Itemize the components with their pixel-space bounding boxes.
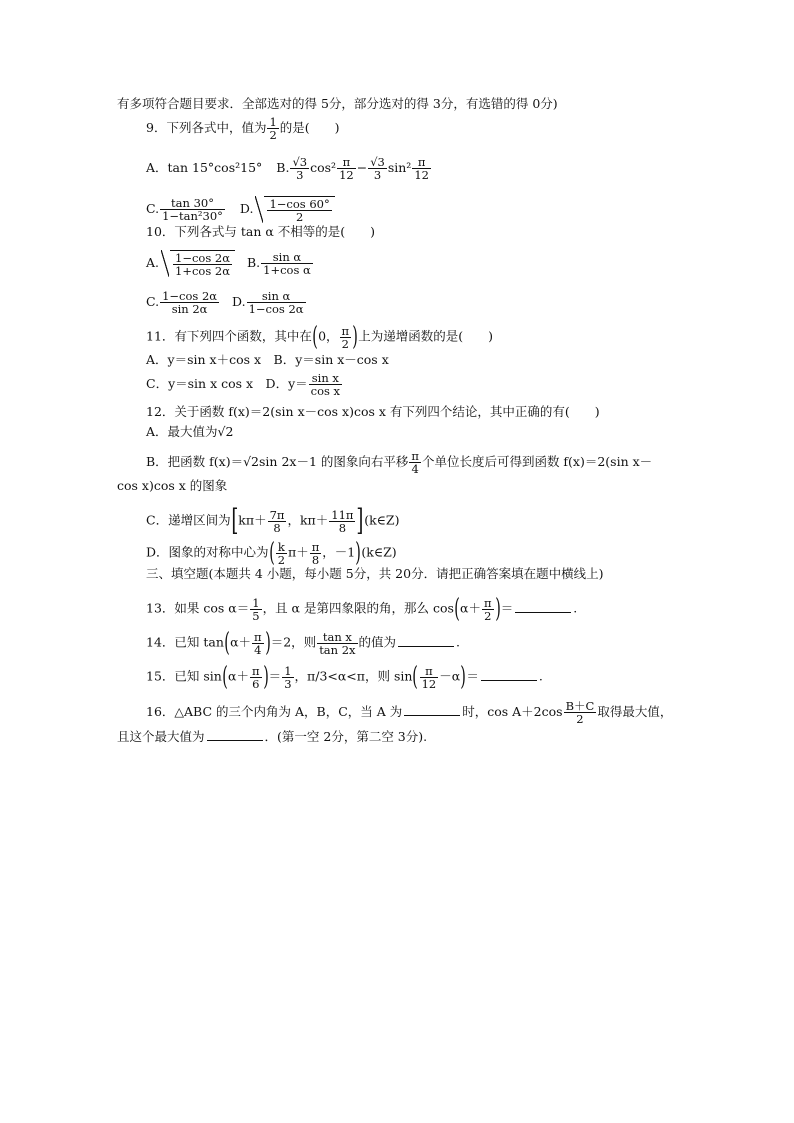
q12-option-a: A．最大值为√2	[146, 424, 234, 439]
q12-option-c: C．递增区间为[kπ＋ $\frac{7\pi}{8}$ ，kπ＋ $\frac{11\pi}{8}$ ](k∈Z)	[146, 503, 400, 538]
q9-option-b: B. $\frac{√3}{3}$ cos² $\frac{\pi}{12}$ − $\frac{√3}{3}$ sin² $\frac{\pi}{12}$	[276, 155, 429, 182]
q9-options-ab	[146, 156, 432, 181]
question-13: 13．如果 cos α＝ $\frac{1}{5}$ ，且 α 是第四象限的角，那么 cos(α＋ $\frac{\pi}{2}$ )＝ .	[146, 594, 578, 624]
q10-option-a: A. $\frac{1-\cos 2\alpha}{1+\cos 2\alpha}$	[146, 255, 235, 270]
question-10: 10．下列各式与 tan α 不相等的是( )	[146, 224, 376, 239]
q11-options-ab: A．y＝sin x＋cos x B．y＝sin x－cos x	[146, 352, 389, 367]
question-16: 16．△ABC 的三个内角为 A，B，C，当 A 为 时，cos A＋2cos $\frac{B+C}{2}$ 取得最大值，	[146, 699, 673, 726]
question-16-line2: 且这个最大值为 ．(第一空 2分，第二空 3分).	[117, 729, 428, 744]
question-15: 15．已知 sin(α＋ $\frac{\pi}{6}$ )＝ $\frac{1}{3}$ ，π/3<α<π，则 sin( $\frac{\pi}{12}$ －α)＝ .	[146, 662, 543, 692]
q10-options-ab	[146, 250, 314, 277]
q13-answer-blank[interactable]	[515, 600, 571, 613]
q12-option-b-line2: cos x)cos x 的图象	[117, 478, 228, 493]
question-12: 12．关于函数 f(x)＝2(sin x－cos x)cos x 有下列四个结论，其中正确的有( )	[146, 404, 600, 419]
q11-options-cd: C．y＝sin x cos x D．y＝ $\frac{\text{sin x}}{\text{cos x}}$	[146, 371, 341, 398]
q9-option-a: A．tan 15°cos²15°	[146, 160, 263, 175]
section-3-heading: 三、填空题(本题共 4 小题，每小题 5分，共 20分．请把正确答案填在题中横线上)	[146, 566, 604, 581]
q12-option-d: D．图象的对称中心为( $\frac{k}{2}$ π＋ $\frac{\pi}{8}$ ，－1)(k∈Z)	[146, 538, 397, 568]
q14-answer-blank[interactable]	[398, 634, 454, 647]
q10-option-b: B. $\frac{\text{sin α}}{\text{1+cos α}}$	[246, 250, 311, 277]
q15-answer-blank[interactable]	[481, 668, 537, 681]
fraction-half: $\frac{1}{2}$	[269, 115, 277, 142]
q10-option-d: D. $\frac{\text{sin α}}{1-\cos 2\alpha}$	[232, 289, 304, 316]
q10-options-cd	[146, 290, 307, 315]
question-14: 14．已知 tan(α＋ $\frac{\pi}{4}$ )＝2，则 $\frac{\text{tan x}}{\tan 2x}$ 的值为 .	[146, 628, 461, 658]
question-9: 9．下列各式中，值为 $\frac{1}{2}$ 的是( )	[146, 115, 340, 142]
q9-option-c: C. $\frac{\tan 30^\circ}{\text{1−tan²30°}}$	[146, 196, 223, 223]
q10-option-c: C. $\frac{1-\cos 2\alpha}{\sin 2\alpha}$	[146, 289, 218, 316]
q9-option-d: D. $\frac{1-\cos 60^\circ}{2}$	[240, 201, 335, 216]
q9-options-cd	[146, 196, 335, 223]
question-11: 11．有下列四个函数，其中在(0， $\frac{\pi}{2}$ )上为递增函数的是( )	[146, 322, 494, 352]
q16-answer-blank-1[interactable]	[404, 703, 460, 716]
q16-answer-blank-2[interactable]	[207, 728, 263, 741]
header-line: 有多项符合题目要求．全部选对的得 5分，部分选对的得 3分，有选错的得 0分)	[117, 96, 558, 111]
q12-option-b-line1: B．把函数 f(x)＝√2sin 2x－1 的图象向右平移 $\frac{\pi}{4}$ 个单位长度后可得到函数 f(x)＝2(sin x－	[146, 449, 653, 476]
